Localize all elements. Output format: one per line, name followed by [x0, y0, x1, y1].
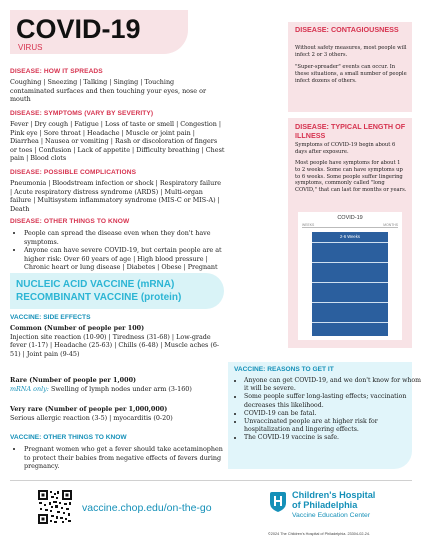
list-item: • Anyone can get COVID-19, and we don't know for whom it will be severe.: [244, 377, 422, 393]
mrna-only-label: mRNA only:: [10, 384, 49, 393]
duration-divider: [312, 302, 388, 303]
list-item: • COVID-19 can be fatal.: [244, 410, 422, 418]
page-subtitle: VIRUS: [18, 43, 43, 52]
vaccine-other-heading: VACCINE: OTHER THINGS TO KNOW: [10, 434, 127, 441]
reasons-list: [230, 377, 422, 443]
org-name: [292, 490, 375, 510]
spread-text: Coughing | Sneezing | Talking | Singing | Touching contaminated surfaces and then touching your eyes, nose or mouth: [10, 78, 207, 104]
duration-weeks-label: WEEKS: [302, 223, 315, 227]
list-item: • Pregnant women who get a fever should take acetaminophen to protect their babies from negative effects of fevers during pregnancy.: [24, 445, 229, 471]
complications-text: Pneumonia | Bloodstream infection or shock | Respiratory failure | Acute respiratory distress syndrome (ARDS) | Multi-organ failure | Multisystem inflammatory syndrome (MIS-C or MIS-A) | Death: [10, 179, 222, 213]
org-line-1: Children's Hospital: [292, 490, 376, 500]
duration-divider: [312, 262, 388, 263]
qr-code-image: [38, 490, 72, 524]
qr-code[interactable]: [38, 490, 72, 524]
footer-divider: [10, 480, 412, 481]
symptoms-heading: DISEASE: SYMPTOMS (VARY BY SEVERITY): [10, 110, 154, 117]
duration-divider: [312, 282, 388, 283]
duration-months-label: MONTHS: [383, 223, 398, 227]
duration-band-label: 2-6 Weeks: [340, 234, 360, 239]
rare-text: Swelling of lymph nodes under arm (3-160): [50, 384, 192, 393]
illness-length-p1: Symptoms of COVID-19 begin about 6 days after exposure.: [295, 142, 396, 155]
reasons-heading: VACCINE: REASONS TO GET IT: [234, 366, 334, 373]
side-effects-rare: [10, 376, 222, 393]
common-text: Injection site reaction (10-90) | Tiredness (31-68) | Low-grade fever (1-17) | Headache (25-63) | Chills (6-48) | Muscle aches (6-51) | Joint pain (9-45): [10, 332, 220, 358]
list-item: • Unvaccinated people are at higher risk for hospitalization and lingering effects.: [244, 418, 422, 434]
vaccine-other-list: [10, 445, 229, 471]
contagiousness-heading: DISEASE: CONTAGIOUSNESS: [295, 25, 399, 34]
list-item: • Anyone can have severe COVID-19, but certain people are at higher risk: Over 60 years of age | High blood pressure | Chronic heart or lung disease | Diabetes | Obese | Pregnant: [24, 246, 229, 272]
side-effects-very-rare: [10, 405, 222, 422]
common-heading: Common (Number of people per 100): [10, 324, 145, 332]
vaccine-type-title: [16, 278, 181, 304]
list-item: • People can spread the disease even when they don't have symptoms.: [24, 229, 229, 246]
rare-line: [10, 385, 222, 394]
contagiousness-p1: Without safety measures, most people will infect 2 or 3 others.: [295, 45, 407, 58]
org-department: Vaccine Education Center: [292, 512, 371, 519]
footer-url-link[interactable]: vaccine.chop.edu/on-the-go: [82, 502, 212, 514]
duration-chart-label: COVID-19: [337, 215, 363, 221]
illness-length-p2: Most people have symptoms for about 1 to 2 weeks. Some can have symptoms up to 6 weeks. Some people suffer lingering symptoms, commonly called "long COVID," that can last for months or years.: [295, 160, 407, 194]
contagiousness-p2: "Super-spreader" events can occur. In these situations, a small number of people infect dozens of others.: [295, 64, 407, 84]
spread-heading: DISEASE: HOW IT SPREADS: [10, 68, 103, 75]
duration-bar: [312, 232, 388, 336]
page-title: COVID-19: [16, 14, 141, 44]
vaccine-type-line-2: RECOMBINANT VACCINE (protein): [16, 292, 182, 303]
rare-heading: Rare (Number of people per 1,000): [10, 376, 137, 384]
illness-duration-graphic: [298, 212, 402, 340]
list-item: • The COVID-19 vaccine is safe.: [244, 434, 422, 442]
illness-length-heading: DISEASE: TYPICAL LENGTH OF ILLNESS: [295, 122, 406, 140]
complications-heading: DISEASE: POSSIBLE COMPLICATIONS: [10, 169, 137, 176]
duration-divider: [312, 322, 388, 323]
symptoms-text: Fever | Dry cough | Fatigue | Loss of taste or smell | Congestion | Pink eye | Sore throat | Headache | Muscle or joint pain | Diarrhea | Nausea or vomiting | Rash or discoloration of fingers or toes | Confusion | Lack of appetite | Difficulty breathing | Chest pain | Blood clots: [10, 120, 225, 163]
copyright-text: ©2024 The Children's Hospital of Philadelphia. 23304-02-24.: [268, 532, 371, 536]
very-rare-text: Serious allergic reaction (3-5) | myocarditis (0-20): [10, 413, 173, 422]
disease-other-list: [10, 229, 229, 272]
side-effects-heading: VACCINE: SIDE EFFECTS: [10, 314, 91, 321]
side-effects-common: [10, 324, 222, 358]
chop-logo-icon: [268, 491, 288, 513]
org-line-2: of Philadelphia: [292, 500, 358, 510]
vaccine-type-line-1: NUCLEIC ACID VACCINE (mRNA): [16, 279, 175, 290]
duration-divider: [312, 242, 388, 243]
list-item: • Some people suffer long-lasting effects; vaccination decreases this likelihood.: [244, 393, 422, 409]
very-rare-heading: Very rare (Number of people per 1,000,000): [10, 405, 168, 413]
disease-other-heading: DISEASE: OTHER THINGS TO KNOW: [10, 218, 130, 225]
duration-axis: [302, 227, 398, 228]
